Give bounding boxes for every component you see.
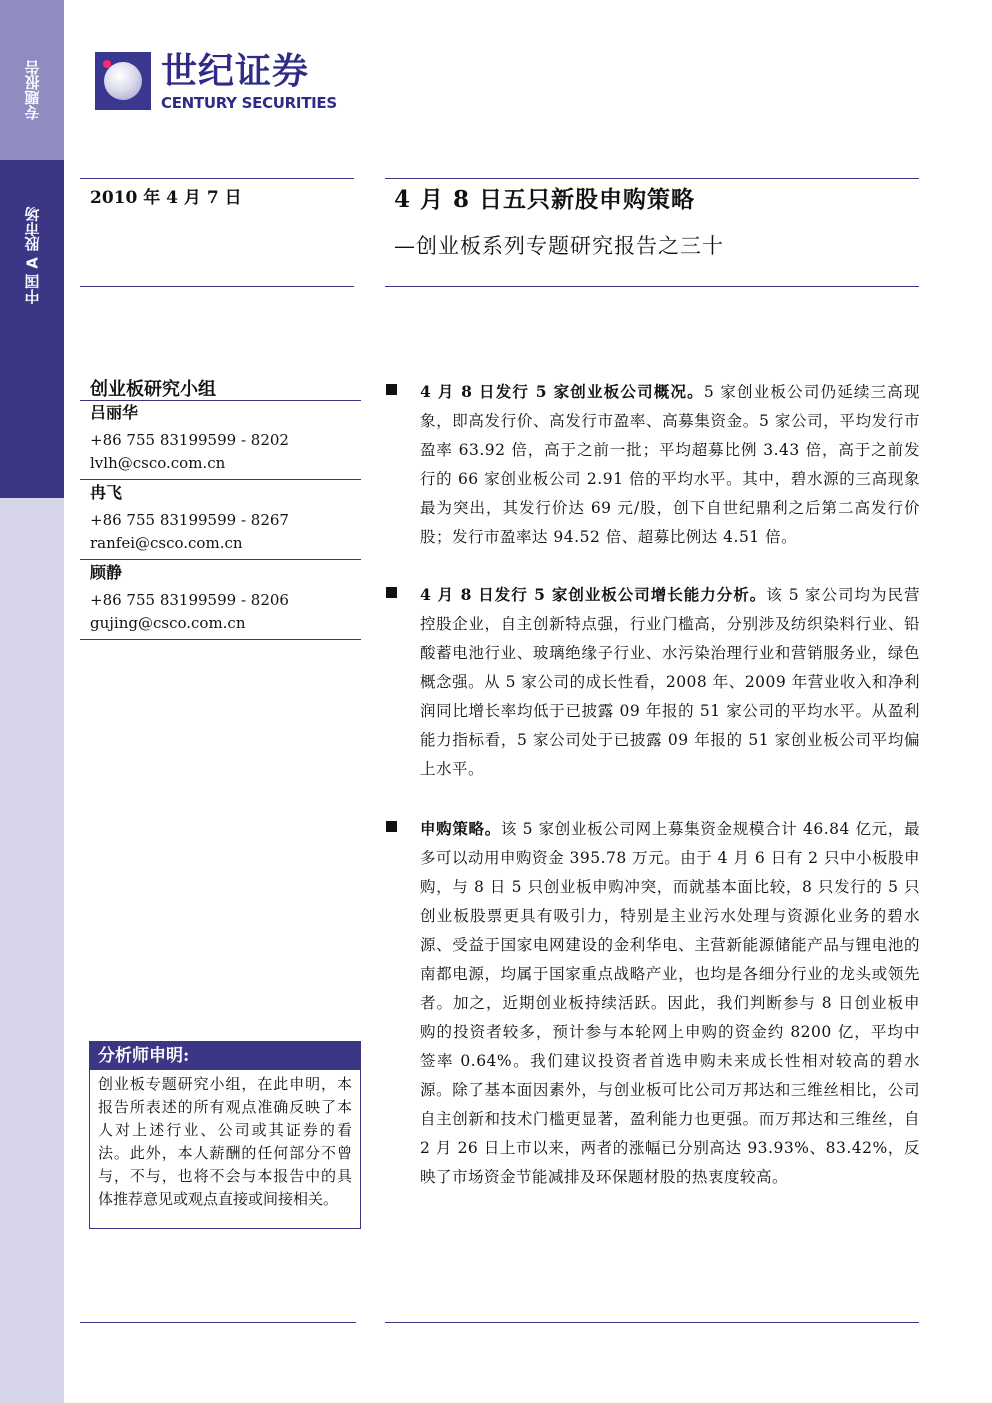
team-title: 创业板研究小组 xyxy=(90,379,216,400)
analyst-name: 冉飞 xyxy=(90,483,123,502)
bullet-lead: 4 月 8 日发行 5 家创业板公司增长能力分析。 xyxy=(420,585,767,604)
analyst-card xyxy=(90,402,360,474)
logo-text-en: CENTURY SECURITIES xyxy=(161,94,337,112)
analyst-email[interactable]: lvlh@csco.com.cn xyxy=(90,454,226,472)
analyst-name: 顾静 xyxy=(90,563,123,582)
analyst-phone: +86 755 83199599 - 8206 xyxy=(90,591,289,609)
report-subtitle: —创业板系列专题研究报告之三十 xyxy=(394,234,724,258)
bullet-body: 该 5 家公司均为民营控股企业，自主创新特点强，行业门槛高，分别涉及纺织染料行业、铅酸蓄电池行业、玻璃绝缘子行业、水污染治理行业和营销服务业，绿色概念强。从 5 家公司的成长性看，2008 年、2009 年营业收入和净利润同比增长率均低于已披露 09 年报的 51 家公司的平均水平。从盈利能力指标看，5 家公司处于已披露 09 年报的 51 家创业板公司平均偏上水平。 xyxy=(420,586,920,778)
company-logo xyxy=(95,52,355,114)
bullet-lead: 4 月 8 日发行 5 家创业板公司概况。 xyxy=(420,382,704,401)
bullet-square-icon xyxy=(386,384,397,395)
analyst-email[interactable]: gujing@csco.com.cn xyxy=(90,614,246,632)
report-title: 4 月 8 日五只新股申购策略 xyxy=(394,186,696,213)
analyst-card xyxy=(90,562,360,634)
analyst-disclaimer xyxy=(89,1041,361,1229)
bullet-section xyxy=(386,580,920,784)
market-label: 中国 A 股市场 xyxy=(23,206,42,304)
bullet-body: 5 家创业板公司仍延续三高现象，即高发行价、高发行市盈率、高募集资金。5 家公司，平均发行市盈率 63.92 倍，高于之前一批；平均超募比例 3.43 倍，高于之前发行的 66 家创业板公司 2.91 倍的平均水平。其中，碧水源的三高现象最为突出，其发行价达 69 元/股，创下自世纪鼎利之后第二高发行价股；发行市盈率达 94.52 倍、超募比例达 4.51 倍。 xyxy=(420,383,920,546)
analyst-phone: +86 755 83199599 - 8202 xyxy=(90,431,289,449)
report-date: 2010 年 4 月 7 日 xyxy=(90,188,242,208)
header-bottom-rule-left xyxy=(80,286,354,287)
team-rule xyxy=(80,400,361,401)
analyst-email[interactable]: ranfei@csco.com.cn xyxy=(90,534,243,552)
bullet-text xyxy=(420,377,920,552)
bullet-lead: 申购策略。 xyxy=(420,819,501,838)
footer-rule-right xyxy=(385,1322,919,1323)
header-top-rule-left xyxy=(80,178,354,179)
analyst-divider xyxy=(80,479,361,480)
logo-mark-icon xyxy=(95,52,151,110)
analyst-phone: +86 755 83199599 - 8267 xyxy=(90,511,289,529)
bullet-text xyxy=(420,814,920,1192)
footer-rule-left xyxy=(80,1322,356,1323)
analyst-name: 吕丽华 xyxy=(90,403,139,422)
header-bottom-rule-right xyxy=(385,286,919,287)
logo-text-cn: 世纪证券 xyxy=(161,51,310,92)
bullet-text xyxy=(420,580,920,784)
bullet-section xyxy=(386,814,920,1192)
disclaimer-title: 分析师申明: xyxy=(90,1042,360,1070)
analyst-card xyxy=(90,482,360,554)
header-top-rule-right xyxy=(385,178,919,179)
disclaimer-body: 创业板专题研究小组，在此申明，本报告所表述的所有观点准确反映了本人对上述行业、公司或其证券的看法。此外，本人薪酬的任何部分不曾与，不与，也将不会与本报告中的具体推荐意见或观点直接或间接相关。 xyxy=(98,1075,352,1208)
bullet-section xyxy=(386,377,920,552)
analyst-divider xyxy=(80,559,361,560)
bullet-square-icon xyxy=(386,587,397,598)
analyst-divider xyxy=(80,639,361,640)
bullet-square-icon xyxy=(386,821,397,832)
report-type-label: 专题报告 xyxy=(23,60,42,120)
bullet-body: 该 5 家创业板公司网上募集资金规模合计 46.84 亿元，最多可以动用申购资金 395.78 万元。由于 4 月 6 日有 2 只中小板股申购，与 8 日 5 只创业板申购冲突，而就基本面比较，8 只发行的 5 只创业板股票更具有吸引力，特别是主业污水处理与资源化业务的碧水源、受益于国家电网建设的金利华电、主营新能源储能产品与锂电池的南都电源，均属于国家重点战略产业，也均是各细分行业的龙头或领先者。加之，近期创业板持续活跃。因此，我们判断参与 8 日创业板申购的投资者较多，预计参与本轮网上申购的资金约 8200 亿，平均中签率 0.64%。我们建议投资者首选申购未来成长性相对较高的碧水源。除了基本面因素外，与创业板可比公司万邦达和三维丝相比，公司自主创新和技术门槛更显著，盈利能力也更强。而万邦达和三维丝，自 2 月 26 日上市以来，两者的涨幅已分别高达 93.93%、83.42%，反映了市场资金节能减排及环保题材股的热衷度较高。 xyxy=(420,820,920,1186)
logo-globe-icon xyxy=(104,62,142,100)
logo-dot-icon xyxy=(103,60,111,68)
